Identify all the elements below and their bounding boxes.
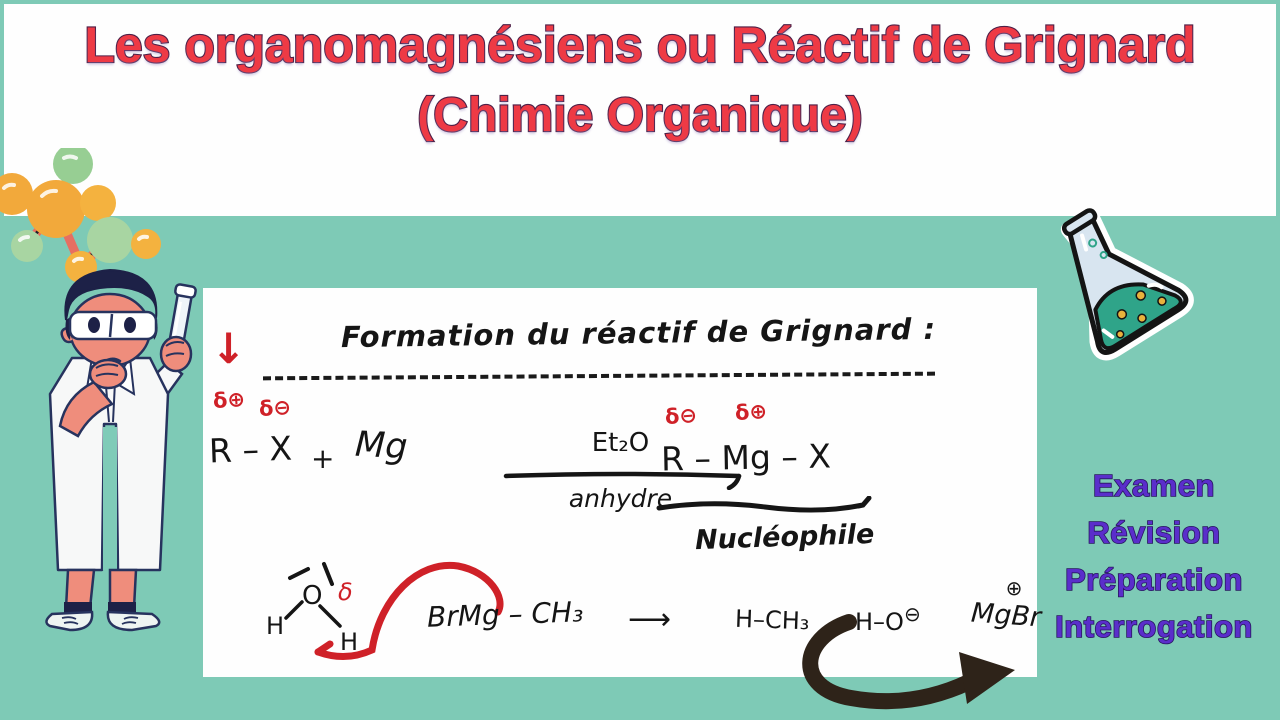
curved-result-arrow-icon	[783, 580, 1028, 720]
reagent-brmgch3: BrMg – CH₃	[426, 595, 584, 634]
mgbr-text: MgBr	[970, 597, 1043, 634]
delta-plus-over-r: δ⊕	[212, 386, 246, 414]
delta-minus-over-product-r: δ⊖	[664, 402, 698, 430]
keyword-revision: Révision	[1087, 515, 1221, 550]
nucleophile-label: Nucléophile	[694, 518, 875, 557]
page-subtitle: (Chimie Organique)	[417, 89, 863, 142]
arrow-condition-bottom: anhydre	[568, 484, 673, 513]
page-title: Les organomagnésiens ou Réactif de Grignard	[84, 17, 1196, 73]
water-o: O	[302, 581, 323, 611]
board-heading: Formation du réactif de Grignard :	[340, 311, 937, 355]
plus-sign: +	[311, 442, 335, 475]
product-hch3: H–CH₃	[734, 604, 810, 636]
yields-arrow: ⟶	[628, 602, 672, 637]
product-underline	[655, 496, 875, 518]
keyword-examen: Examen	[1093, 468, 1215, 503]
scientist-illustration	[10, 262, 202, 639]
reactant-mg: Mg	[353, 424, 409, 468]
keyword-interrogation: Interrogation	[1055, 609, 1253, 644]
delta-plus-over-product-mg: δ⊕	[734, 398, 768, 426]
water-delta-red: δ	[338, 578, 353, 606]
delta-minus-over-x: δ⊖	[258, 394, 292, 422]
red-down-arrow-icon: ↓	[211, 324, 247, 373]
flask-icon	[1046, 196, 1216, 366]
water-h-left: H	[266, 612, 285, 640]
heading-dashed-underline	[263, 372, 935, 381]
plus-charge-icon: ⊕	[1005, 576, 1023, 600]
reactant-rx: R – X	[208, 428, 293, 471]
water-h-right: H	[340, 628, 359, 656]
keyword-preparation: Préparation	[1065, 562, 1243, 597]
header-panel	[4, 4, 1276, 216]
product-rmgx: R – Mg – X	[660, 436, 832, 479]
arrow-condition-top: Et₂O	[591, 428, 650, 458]
keywords-list	[1028, 468, 1280, 656]
ho-text: H–O	[855, 608, 904, 636]
minus-charge-icon: ⊖	[903, 602, 921, 626]
